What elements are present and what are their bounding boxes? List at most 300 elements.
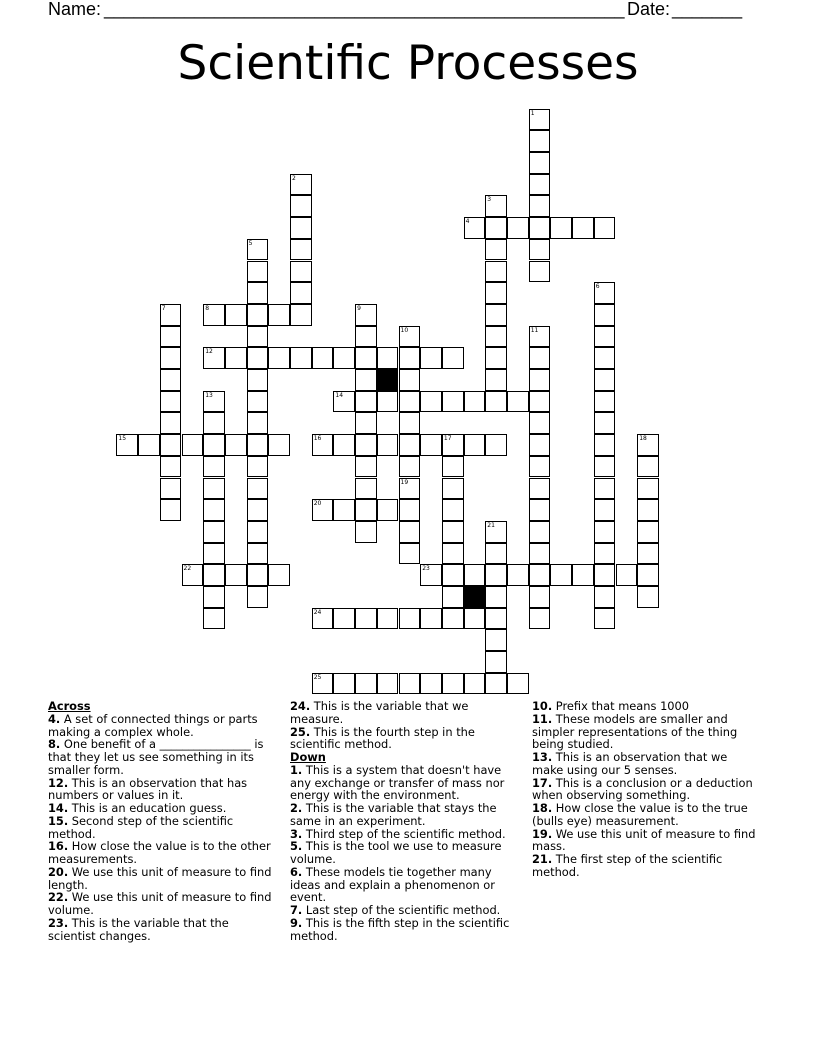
grid-cell[interactable]: [485, 304, 507, 326]
grid-cell[interactable]: [247, 369, 269, 391]
grid-cell[interactable]: [399, 369, 421, 391]
grid-cell[interactable]: [247, 282, 269, 304]
grid-cell[interactable]: [247, 434, 269, 456]
clue-11: [532, 713, 762, 751]
grid-cell[interactable]: [290, 174, 312, 196]
cell-number: 4: [465, 218, 470, 226]
grid-cell[interactable]: [464, 608, 486, 630]
grid-cell[interactable]: [160, 304, 182, 326]
clue-text: This is the variable that we measure.: [290, 699, 469, 726]
grid-cell[interactable]: [485, 673, 507, 695]
grid-cell[interactable]: [182, 434, 204, 456]
clue-number: 22.: [48, 890, 69, 905]
grid-cell[interactable]: [420, 564, 442, 586]
grid-cell[interactable]: [203, 434, 225, 456]
grid-cell[interactable]: [247, 478, 269, 500]
grid-cell[interactable]: [182, 564, 204, 586]
grid-cell[interactable]: [247, 456, 269, 478]
grid-cell[interactable]: [399, 412, 421, 434]
grid-cell[interactable]: [203, 543, 225, 565]
cell-number: 8: [205, 304, 210, 312]
grid-cell[interactable]: [594, 456, 616, 478]
clue-text: Prefix that means 1000: [552, 699, 690, 713]
down-heading: Down: [290, 750, 326, 764]
clue-18: [532, 802, 762, 828]
clue-text: One benefit of a ________________ is that they let us see something in its smaller form.: [48, 737, 264, 777]
grid-cell[interactable]: [485, 347, 507, 369]
grid-cell[interactable]: [529, 109, 551, 131]
grid-cell[interactable]: [442, 456, 464, 478]
grid-cell[interactable]: [399, 543, 421, 565]
grid-cell[interactable]: [355, 347, 377, 369]
grid-cell[interactable]: [203, 478, 225, 500]
grid-cell[interactable]: [355, 673, 377, 695]
black-square: [464, 586, 486, 608]
grid-cell[interactable]: [203, 608, 225, 630]
grid-cell[interactable]: [247, 499, 269, 521]
clue-text: How close the value is to the true (bulls eye) measurement.: [532, 801, 748, 828]
cell-number: 14: [335, 391, 344, 399]
grid-cell[interactable]: [637, 543, 659, 565]
cell-number: 19: [400, 478, 409, 486]
clues-column-1: [48, 700, 278, 942]
cell-number: 22: [183, 565, 192, 573]
grid-cell[interactable]: [247, 347, 269, 369]
clue-text: Third step of the scientific method.: [302, 826, 506, 841]
clue-number: 9.: [290, 915, 303, 930]
clue-24: [290, 700, 520, 726]
grid-cell[interactable]: [529, 261, 551, 283]
clue-text: We use this unit of measure to find volume.: [48, 890, 272, 917]
grid-cell[interactable]: [442, 673, 464, 695]
grid-cell[interactable]: [442, 521, 464, 543]
clue-text: This is an observation that has numbers or values in it.: [48, 775, 248, 803]
cell-number: 17: [443, 435, 452, 443]
clue-text: This is the tool we use to measure volume.: [290, 839, 502, 866]
clue-text: This is an education guess.: [68, 801, 227, 815]
grid-cell[interactable]: [377, 347, 399, 369]
grid-cell[interactable]: [485, 651, 507, 673]
grid-cell[interactable]: [312, 499, 334, 521]
clue-text: This is an observation that we make using our 5 senses.: [532, 750, 728, 777]
grid-cell[interactable]: [529, 586, 551, 608]
clue-number: 13.: [532, 750, 553, 764]
grid-cell[interactable]: [464, 217, 486, 239]
grid-cell[interactable]: [116, 434, 138, 456]
clue-number: 23.: [48, 915, 69, 930]
grid-cell[interactable]: [247, 521, 269, 543]
grid-cell[interactable]: [203, 564, 225, 586]
cell-number: 15: [118, 435, 127, 443]
grid-cell[interactable]: [529, 499, 551, 521]
grid-cell[interactable]: [333, 499, 355, 521]
grid-cell[interactable]: [268, 347, 290, 369]
grid-cell[interactable]: [529, 391, 551, 413]
grid-cell[interactable]: [203, 586, 225, 608]
grid-cell[interactable]: [399, 347, 421, 369]
grid-cell[interactable]: [355, 499, 377, 521]
grid-cell[interactable]: [442, 478, 464, 500]
clue-16: [48, 840, 278, 866]
clue-17: [532, 777, 762, 803]
grid-cell[interactable]: [399, 478, 421, 500]
clue-number: 19.: [532, 826, 553, 841]
grid-cell[interactable]: [442, 434, 464, 456]
cell-number: 12: [205, 348, 213, 356]
grid-cell[interactable]: [377, 434, 399, 456]
grid-cell[interactable]: [290, 347, 312, 369]
grid-cell[interactable]: [290, 261, 312, 283]
grid-cell[interactable]: [355, 369, 377, 391]
cell-number: 16: [313, 435, 322, 443]
clue-9: [290, 917, 520, 943]
grid-cell[interactable]: [485, 608, 507, 630]
grid-cell[interactable]: [485, 564, 507, 586]
clue-number: 17.: [532, 775, 553, 790]
name-field[interactable]: ____________________________________________________: [104, 0, 625, 19]
grid-cell[interactable]: [637, 456, 659, 478]
grid-cell[interactable]: [160, 478, 182, 500]
grid-cell[interactable]: [529, 174, 551, 196]
clue-number: 8.: [48, 737, 61, 752]
grid-cell[interactable]: [529, 130, 551, 152]
grid-cell[interactable]: [333, 608, 355, 630]
clue-number: 10.: [532, 699, 553, 713]
grid-cell[interactable]: [485, 369, 507, 391]
down-clue-list-continued: [532, 700, 762, 879]
grid-cell[interactable]: [268, 434, 290, 456]
grid-cell[interactable]: [333, 673, 355, 695]
grid-cell[interactable]: [399, 456, 421, 478]
cell-number: 11: [530, 326, 539, 334]
clue-13: [532, 751, 762, 777]
grid-cell[interactable]: [507, 217, 529, 239]
down-clue-list: [290, 764, 520, 943]
clue-text: The first step of the scientific method.: [532, 852, 723, 879]
across-clue-list-continued: [290, 700, 520, 751]
grid-cell[interactable]: [637, 521, 659, 543]
grid-cell[interactable]: [594, 478, 616, 500]
grid-cell[interactable]: [464, 673, 486, 695]
grid-cell[interactable]: [594, 391, 616, 413]
clue-15: [48, 815, 278, 841]
grid-cell[interactable]: [485, 543, 507, 565]
clues-column-2: [290, 700, 520, 942]
clue-number: 15.: [48, 813, 69, 828]
grid-cell[interactable]: [290, 304, 312, 326]
grid-cell[interactable]: [355, 412, 377, 434]
grid-cell[interactable]: [529, 347, 551, 369]
grid-cell[interactable]: [203, 499, 225, 521]
grid-cell[interactable]: [225, 564, 247, 586]
grid-cell[interactable]: [529, 456, 551, 478]
grid-cell[interactable]: [442, 543, 464, 565]
grid-cell[interactable]: [442, 608, 464, 630]
grid-cell[interactable]: [529, 195, 551, 217]
grid-cell[interactable]: [355, 478, 377, 500]
clue-number: 25.: [290, 724, 311, 739]
grid-cell[interactable]: [160, 412, 182, 434]
clue-1: [290, 764, 520, 802]
clue-number: 14.: [48, 801, 69, 815]
grid-cell[interactable]: [485, 326, 507, 348]
clue-text: This is the fourth step in the scientific method.: [290, 724, 475, 752]
grid-cell[interactable]: [485, 434, 507, 456]
clues-column-3: [532, 700, 762, 879]
grid-cell[interactable]: [268, 564, 290, 586]
grid-cell[interactable]: [529, 564, 551, 586]
clue-number: 12.: [48, 775, 69, 790]
clue-text: This is a conclusion or a deduction when observing something.: [532, 775, 753, 803]
cell-number: 24: [313, 608, 322, 616]
grid-cell[interactable]: [203, 304, 225, 326]
grid-cell[interactable]: [247, 326, 269, 348]
grid-cell[interactable]: [529, 608, 551, 630]
grid-cell[interactable]: [616, 564, 638, 586]
grid-cell[interactable]: [420, 347, 442, 369]
grid-cell[interactable]: [529, 434, 551, 456]
grid-cell[interactable]: [247, 543, 269, 565]
grid-cell[interactable]: [225, 434, 247, 456]
cell-number: 13: [205, 391, 213, 399]
grid-cell[interactable]: [637, 586, 659, 608]
grid-cell[interactable]: [507, 564, 529, 586]
clue-number: 5.: [290, 839, 303, 854]
grid-cell[interactable]: [203, 456, 225, 478]
grid-cell[interactable]: [420, 673, 442, 695]
cell-number: 7: [161, 304, 166, 312]
grid-cell[interactable]: [160, 456, 182, 478]
clue-number: 21.: [532, 852, 553, 866]
grid-cell[interactable]: [203, 391, 225, 413]
grid-cell[interactable]: [420, 391, 442, 413]
grid-cell[interactable]: [160, 499, 182, 521]
grid-cell[interactable]: [485, 586, 507, 608]
clue-number: 11.: [532, 711, 553, 726]
grid-cell[interactable]: [420, 434, 442, 456]
grid-cell[interactable]: [442, 391, 464, 413]
grid-cell[interactable]: [377, 499, 399, 521]
clue-19: [532, 828, 762, 854]
grid-cell[interactable]: [529, 543, 551, 565]
grid-cell[interactable]: [247, 261, 269, 283]
grid-cell[interactable]: [529, 326, 551, 348]
grid-cell[interactable]: [594, 282, 616, 304]
grid-cell[interactable]: [594, 326, 616, 348]
grid-cell[interactable]: [160, 434, 182, 456]
cell-number: 5: [248, 239, 253, 247]
grid-cell[interactable]: [333, 434, 355, 456]
grid-cell[interactable]: [594, 608, 616, 630]
clue-text: This is a system that doesn't have any exchange or transfer of mass nor energy with the environment.: [290, 762, 505, 803]
clue-number: 20.: [48, 864, 69, 879]
clue-text: This is the variable that stays the same in an experiment.: [290, 801, 497, 828]
grid-cell[interactable]: [442, 564, 464, 586]
grid-cell[interactable]: [247, 304, 269, 326]
clue-text: Last step of the scientific method.: [302, 903, 501, 917]
grid-cell[interactable]: [377, 391, 399, 413]
grid-cell[interactable]: [485, 217, 507, 239]
clue-text: This is the fifth step in the scientific method.: [290, 915, 510, 943]
grid-cell[interactable]: [594, 369, 616, 391]
grid-cell[interactable]: [485, 391, 507, 413]
grid-cell[interactable]: [247, 564, 269, 586]
grid-cell[interactable]: [290, 195, 312, 217]
grid-cell[interactable]: [529, 521, 551, 543]
grid-cell[interactable]: [594, 586, 616, 608]
grid-cell[interactable]: [529, 239, 551, 261]
grid-cell[interactable]: [572, 217, 594, 239]
grid-cell[interactable]: [355, 456, 377, 478]
grid-cell[interactable]: [594, 347, 616, 369]
clue-number: 2.: [290, 801, 303, 815]
grid-cell[interactable]: [507, 391, 529, 413]
date-field[interactable]: _______: [672, 0, 743, 19]
grid-cell[interactable]: [399, 521, 421, 543]
grid-cell[interactable]: [312, 608, 334, 630]
grid-cell[interactable]: [550, 217, 572, 239]
black-square: [377, 369, 399, 391]
cell-number: 2: [292, 174, 296, 182]
grid-cell[interactable]: [594, 564, 616, 586]
grid-cell[interactable]: [594, 543, 616, 565]
grid-cell[interactable]: [550, 564, 572, 586]
clue-number: 1.: [290, 762, 303, 777]
grid-cell[interactable]: [399, 326, 421, 348]
clue-12: [48, 777, 278, 803]
clue-number: 6.: [290, 864, 303, 879]
grid-cell[interactable]: [399, 391, 421, 413]
grid-cell[interactable]: [529, 478, 551, 500]
grid-cell[interactable]: [312, 673, 334, 695]
grid-cell[interactable]: [529, 217, 551, 239]
across-clue-list: [48, 713, 278, 943]
grid-cell[interactable]: [529, 412, 551, 434]
clue-8: [48, 738, 278, 776]
clue-2: [290, 802, 520, 828]
grid-cell[interactable]: [333, 391, 355, 413]
grid-cell[interactable]: [485, 239, 507, 261]
grid-cell[interactable]: [355, 326, 377, 348]
grid-cell[interactable]: [355, 434, 377, 456]
grid-cell[interactable]: [399, 608, 421, 630]
clue-25: [290, 726, 520, 752]
grid-cell[interactable]: [138, 434, 160, 456]
cell-number: 6: [595, 283, 600, 291]
grid-cell[interactable]: [247, 586, 269, 608]
grid-cell[interactable]: [594, 499, 616, 521]
cell-number: 1: [530, 109, 535, 117]
grid-cell[interactable]: [485, 282, 507, 304]
clue-text: These models are smaller and simpler representations of the thing being studied.: [532, 711, 738, 752]
clue-5: [290, 840, 520, 866]
grid-cell[interactable]: [594, 304, 616, 326]
grid-cell[interactable]: [485, 261, 507, 283]
grid-cell[interactable]: [399, 499, 421, 521]
grid-cell[interactable]: [637, 564, 659, 586]
clue-22: [48, 891, 278, 917]
clue-number: 24.: [290, 699, 311, 713]
grid-cell[interactable]: [594, 412, 616, 434]
clue-21: [532, 853, 762, 879]
grid-cell[interactable]: [333, 347, 355, 369]
grid-cell[interactable]: [312, 434, 334, 456]
grid-cell[interactable]: [442, 586, 464, 608]
grid-cell[interactable]: [507, 673, 529, 695]
grid-cell[interactable]: [355, 304, 377, 326]
grid-cell[interactable]: [355, 521, 377, 543]
grid-cell[interactable]: [203, 521, 225, 543]
grid-cell[interactable]: [637, 434, 659, 456]
grid-cell[interactable]: [203, 347, 225, 369]
grid-cell[interactable]: [399, 434, 421, 456]
grid-cell[interactable]: [225, 347, 247, 369]
grid-cell[interactable]: [529, 152, 551, 174]
grid-cell[interactable]: [442, 499, 464, 521]
grid-cell[interactable]: [594, 434, 616, 456]
grid-cell[interactable]: [377, 608, 399, 630]
cell-number: 9: [357, 304, 361, 312]
clue-4: [48, 713, 278, 739]
grid-cell[interactable]: [290, 239, 312, 261]
grid-cell[interactable]: [160, 347, 182, 369]
grid-cell[interactable]: [485, 629, 507, 651]
grid-cell[interactable]: [160, 369, 182, 391]
cell-number: 10: [400, 326, 409, 334]
grid-cell[interactable]: [464, 564, 486, 586]
grid-cell[interactable]: [572, 564, 594, 586]
grid-cell[interactable]: [160, 326, 182, 348]
clue-6: [290, 866, 520, 904]
grid-cell[interactable]: [442, 347, 464, 369]
grid-cell[interactable]: [355, 391, 377, 413]
grid-cell[interactable]: [637, 499, 659, 521]
cell-number: 20: [313, 500, 322, 508]
grid-cell[interactable]: [399, 673, 421, 695]
grid-cell[interactable]: [464, 434, 486, 456]
page-title: Scientific Processes: [177, 36, 639, 91]
grid-cell[interactable]: [485, 195, 507, 217]
grid-cell[interactable]: [485, 521, 507, 543]
cell-number: 25: [313, 673, 322, 681]
clue-23: [48, 917, 278, 943]
clue-number: 4.: [48, 711, 61, 726]
grid-cell[interactable]: [594, 521, 616, 543]
grid-cell[interactable]: [637, 478, 659, 500]
grid-cell[interactable]: [247, 239, 269, 261]
grid-cell[interactable]: [247, 391, 269, 413]
clue-text: A set of connected things or parts making a complex whole.: [48, 711, 258, 739]
grid-cell[interactable]: [268, 304, 290, 326]
grid-cell[interactable]: [529, 369, 551, 391]
cell-number: 3: [487, 196, 492, 204]
grid-cell[interactable]: [290, 217, 312, 239]
clue-20: [48, 866, 278, 892]
grid-cell[interactable]: [377, 673, 399, 695]
grid-cell[interactable]: [160, 391, 182, 413]
clue-text: We use this unit of measure to find mass.: [532, 826, 756, 854]
grid-cell[interactable]: [290, 282, 312, 304]
grid-cell[interactable]: [203, 412, 225, 434]
grid-cell[interactable]: [312, 347, 334, 369]
grid-cell[interactable]: [420, 608, 442, 630]
grid-cell[interactable]: [464, 391, 486, 413]
cell-number: 18: [639, 435, 647, 443]
grid-cell[interactable]: [247, 412, 269, 434]
grid-cell[interactable]: [355, 608, 377, 630]
grid-cell[interactable]: [594, 217, 616, 239]
grid-cell[interactable]: [225, 304, 247, 326]
